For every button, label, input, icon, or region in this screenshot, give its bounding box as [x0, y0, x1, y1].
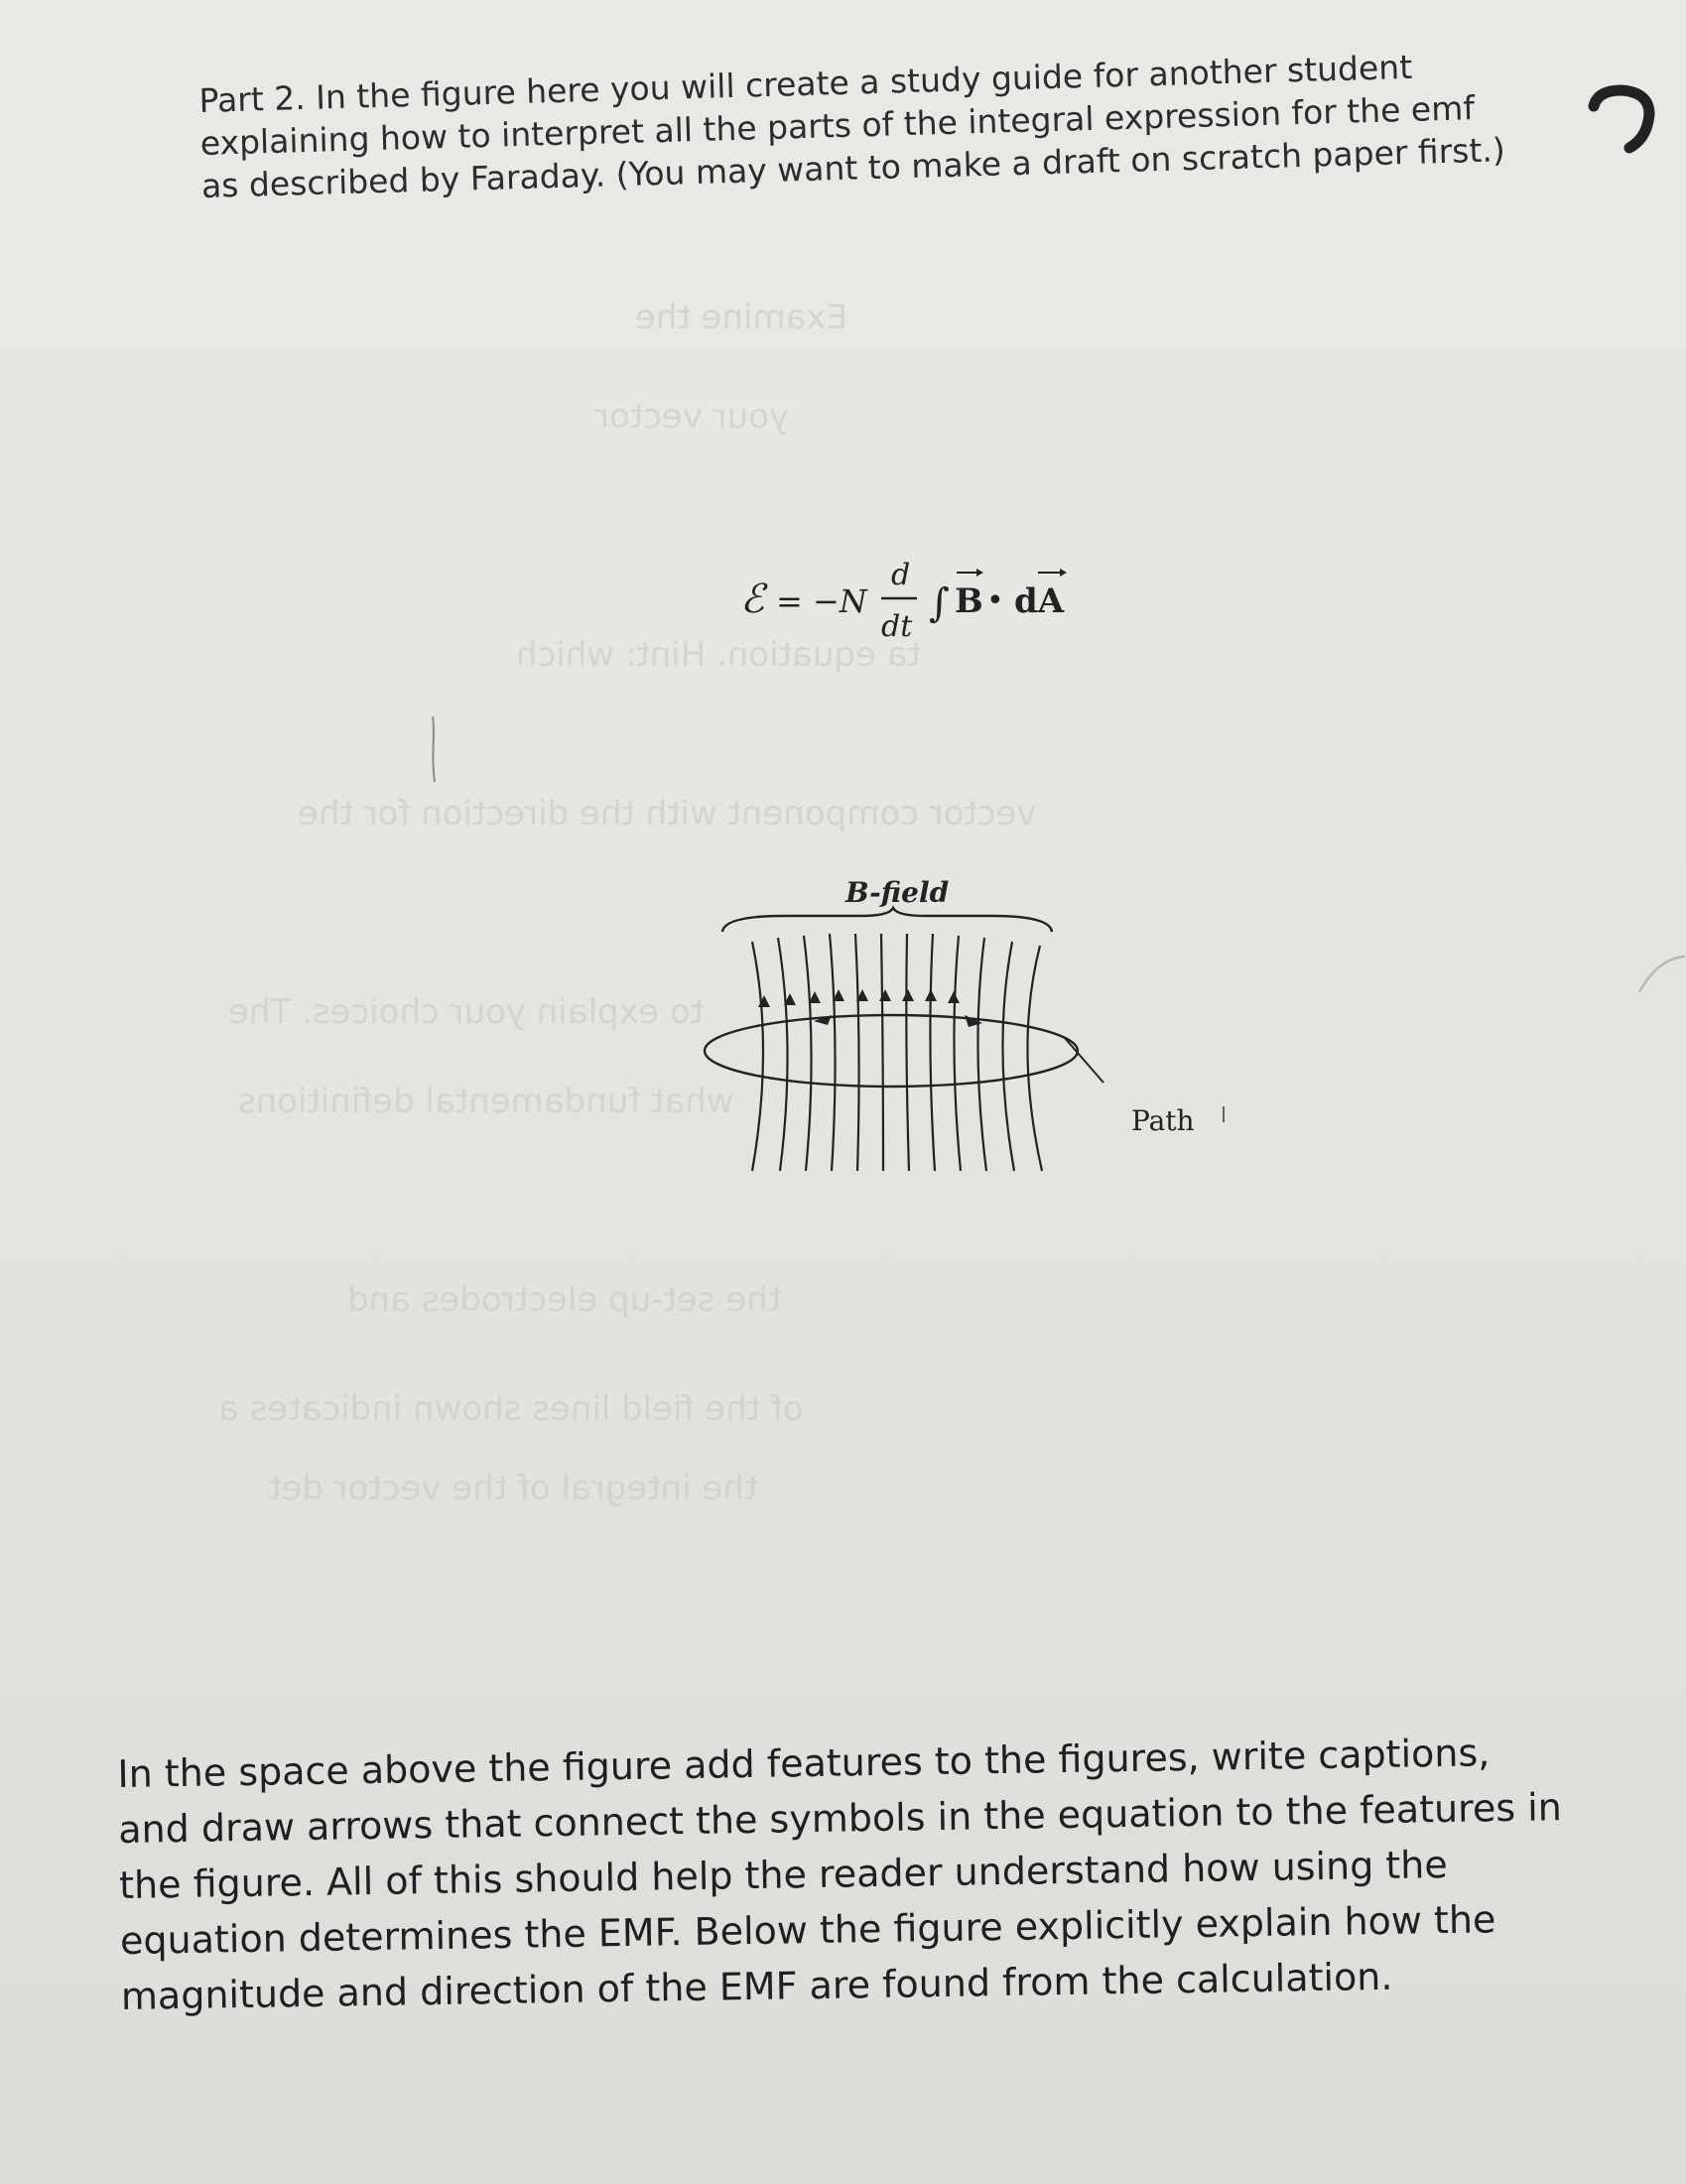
bleed-through-text: the integral of the vector det [268, 1469, 758, 1508]
path-arrowhead [965, 1015, 982, 1027]
derivative-denominator: dt [881, 609, 913, 644]
field-line [752, 942, 763, 1171]
bleed-through-text: ta equation. Hint: which [516, 635, 921, 675]
field-arrowhead [948, 991, 960, 1003]
b-field-label: B-field [845, 876, 950, 909]
prompt-text: Part 2. In the figure here you will create a study guide for another student explaining how to interpret all the parts of the integral expression for the emf as described by Faraday. (You may want to make a draft on scratch paper first.) [198, 47, 1506, 205]
field-line [977, 938, 986, 1171]
instructions [117, 1724, 1570, 2024]
b-vector-arrowhead [976, 569, 983, 577]
field-line [778, 938, 788, 1171]
field-line [1027, 946, 1042, 1171]
bleed-through-text: to explain your choices. The [228, 992, 704, 1032]
handwritten-mark [1588, 84, 1657, 154]
bleed-through-text: of the field lines shown indicates a [218, 1389, 804, 1429]
derivative-numerator: d [891, 558, 911, 592]
bleed-through-text: vector component with the direction for the [298, 794, 1037, 834]
emf-symbol: ℰ [740, 577, 765, 622]
integral-sign: ∫ [929, 580, 950, 626]
pencil-stroke [427, 714, 441, 784]
bleed-through-text: what fundamental definitions [238, 1082, 734, 1121]
bleed-through-text: your vector [595, 397, 790, 437]
path-label: Path [1131, 1104, 1195, 1137]
field-line [906, 934, 909, 1171]
bleed-through-text: the set-up electrodes and [347, 1280, 782, 1320]
field-vector: B [955, 581, 983, 621]
field-line [855, 934, 859, 1171]
area-differential: dA [1014, 581, 1065, 621]
faraday-equation [734, 551, 1131, 660]
integration-path [705, 1015, 1078, 1087]
instructions-text: In the space above the figure add features to the figures, write captions, and draw arrows that connect the symbols in the equation to the features in the figure. All of this should help the reader understand how using the equation determines the EMF. Below the figure explicitly explain how the magnitude and direction of the EMF are found from the calculation. [117, 1731, 1563, 2018]
a-vector-arrowhead [1060, 569, 1067, 577]
path-loop [705, 1015, 1078, 1087]
dot-product: • [986, 583, 1004, 618]
field-line [1002, 942, 1014, 1171]
field-line [881, 934, 883, 1171]
field-line [804, 936, 812, 1171]
field-line [930, 934, 935, 1171]
equals-minus-n: = −N [776, 582, 867, 620]
field-lines [752, 934, 1042, 1171]
field-line [830, 934, 836, 1171]
b-field-figure [695, 868, 1310, 1196]
paper-edge-curl [1637, 953, 1686, 1012]
field-arrowhead [925, 989, 937, 1001]
field-line [954, 936, 961, 1171]
field-arrowhead [902, 989, 914, 1001]
bleed-through-text: Examine the [635, 298, 848, 337]
part-2-prompt [198, 43, 1511, 207]
b-field-brace [722, 908, 1052, 932]
